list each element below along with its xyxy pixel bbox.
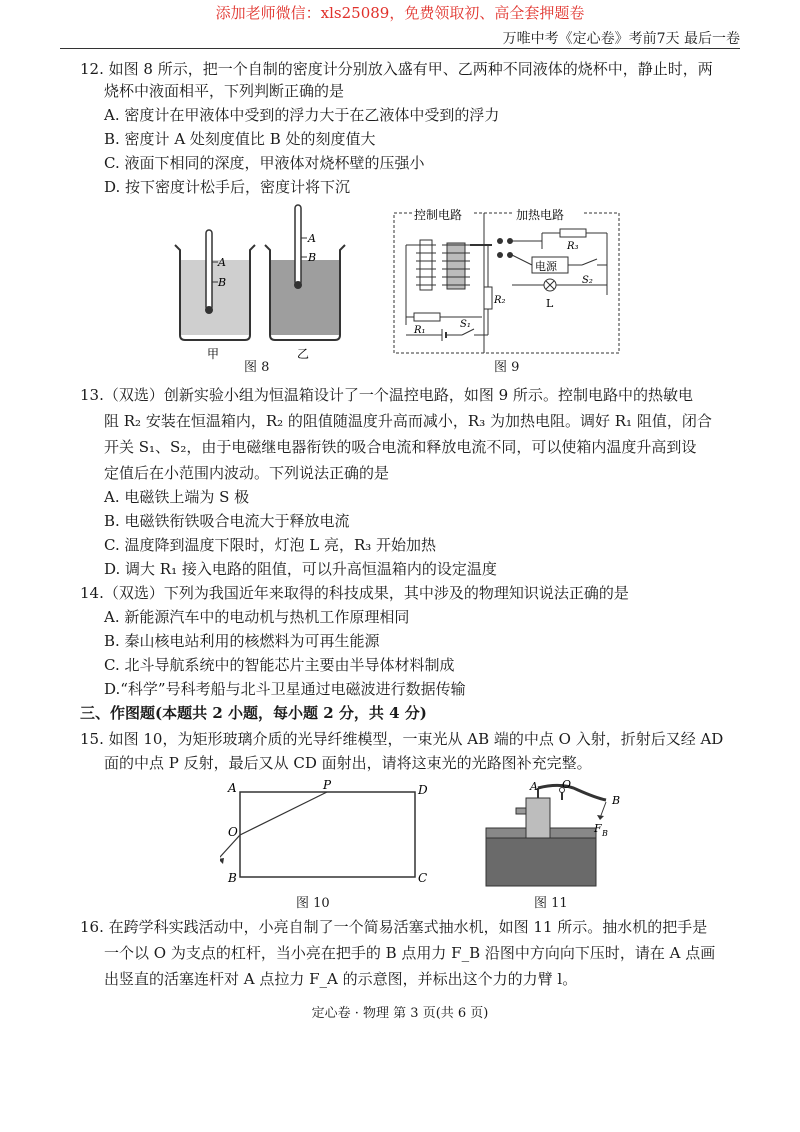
- q13-line1: 13.（双选）创新实验小组为恒温箱设计了一个温控电路，如图 9 所示。控制电路中的热敏电: [80, 386, 693, 404]
- fig9-r3: R₃: [567, 241, 579, 252]
- rectangle-abcd: [240, 792, 415, 877]
- running-header: 万唯中考《定心卷》考前7天 最后一卷: [502, 31, 740, 47]
- q15-line2: 面的中点 P 反射，最后又从 CD 面射出，请将这束光的光路图补充完整。: [104, 754, 592, 772]
- fig10-label-b: B: [228, 871, 237, 885]
- fig11-label-f: F: [594, 822, 602, 835]
- fig8-caption: 图 8: [244, 360, 270, 375]
- relay-contacts: [497, 238, 513, 258]
- figure-11-pump: [478, 780, 648, 890]
- q12-option-a: A. 密度计在甲液体中受到的浮力大于在乙液体中受到的浮力: [104, 106, 500, 124]
- fig8-label-yi: 乙: [297, 347, 310, 361]
- fig9-r1: R₁: [414, 325, 426, 336]
- fig8-label-jia: 甲: [207, 347, 220, 361]
- q12-line1: 12. 如图 8 所示，把一个自制的密度计分别放入盛有甲、乙两种不同液体的烧杯中，静止时，两: [80, 60, 713, 78]
- fig9-control-label: 控制电路: [414, 208, 463, 222]
- q13-option-c: C. 温度降到温度下限时，灯泡 L 亮，R₃ 开始加热: [104, 536, 437, 554]
- fig10-label-p: P: [323, 780, 332, 792]
- page-footer: 定心卷 · 物理 第 3 页(共 6 页): [311, 1006, 489, 1021]
- q14-option-c: C. 北斗导航系统中的智能芯片主要由半导体材料制成: [104, 656, 455, 674]
- q14-line1: 14.（双选）下列为我国近年来取得的科技成果，其中涉及的物理知识说法正确的是: [80, 584, 629, 602]
- figure-9-circuit: [392, 205, 624, 355]
- q13-line2: 阻 R₂ 安装在恒温箱内，R₂ 的阻值随温度升高而减小，R₃ 为加热电阻。调好 R₁ 阻值，闭合: [104, 412, 712, 430]
- q16-line2: 一个以 O 为支点的杠杆，当小亮在把手的 B 点用力 F_B 沿图中方向向下压时，请在 A 点画: [104, 944, 716, 962]
- fig8-mark-a2: A: [308, 232, 316, 245]
- fig9-caption: 图 9: [494, 360, 520, 375]
- fig11-caption: 图 11: [534, 896, 568, 911]
- q12-option-b: B. 密度计 A 处刻度值比 B 处的刻度值大: [104, 130, 376, 148]
- fig9-lamp: L: [546, 297, 554, 310]
- beaker-yi: [265, 205, 345, 340]
- q12-line2: 烧杯中液面相平，下列判断正确的是: [104, 82, 345, 100]
- q12-option-d: D. 按下密度计松手后，密度计将下沉: [104, 178, 351, 196]
- fig11-label-f-sub: B: [602, 829, 608, 838]
- fig8-mark-b2: B: [308, 251, 317, 264]
- fig10-label-a: A: [228, 781, 237, 795]
- fig9-r2: R₂: [494, 295, 506, 306]
- q13-line4: 定值后在小范围内波动。下列说法正确的是: [104, 464, 390, 482]
- fig9-power: 电源: [535, 260, 557, 273]
- q13-option-a: A. 电磁铁上端为 S 极: [104, 488, 250, 506]
- q16-line1: 16. 在跨学科实践活动中，小亮自制了一个简易活塞式抽水机，如图 11 所示。抽水机的把手是: [80, 918, 708, 936]
- fig8-mark-a1: A: [218, 256, 226, 269]
- electromagnet: [416, 240, 470, 290]
- fig9-heating-label: 加热电路: [516, 208, 565, 222]
- q14-option-b: B. 秦山核电站利用的核燃料为可再生能源: [104, 632, 380, 650]
- fig10-label-o: O: [228, 825, 238, 839]
- fig11-label-b: B: [612, 794, 621, 807]
- fig11-label-o: O: [562, 780, 572, 791]
- fig9-s2: S₂: [582, 275, 593, 286]
- section-3-heading: 三、作图题(本题共 2 小题，每小题 2 分，共 4 分): [80, 704, 427, 722]
- figure-10-fiber-model: [220, 780, 430, 890]
- fig9-s1: S₁: [460, 319, 471, 330]
- refracted-ray: [240, 792, 327, 835]
- figure-8-beakers: [170, 200, 370, 370]
- fig10-label-c: C: [418, 871, 428, 885]
- q14-option-a: A. 新能源汽车中的电动机与热机工作原理相同: [104, 608, 410, 626]
- header-rule: [60, 48, 740, 49]
- fig8-mark-b1: B: [218, 276, 227, 289]
- q13-option-b: B. 电磁铁衔铁吸合电流大于释放电流: [104, 512, 350, 530]
- fig11-label-a: A: [530, 780, 538, 793]
- q13-line3: 开关 S₁、S₂，由于电磁继电器衔铁的吸合电流和释放电流不同，可以使箱内温度升高到设: [104, 438, 697, 456]
- fig10-caption: 图 10: [296, 896, 330, 911]
- watermark: 添加老师微信：xls25089，免费领取初、高全套押题卷: [215, 4, 585, 22]
- beaker-jia: [175, 230, 255, 340]
- q14-option-d: D.“科学”号科考船与北斗卫星通过电磁波进行数据传输: [104, 680, 466, 698]
- q13-option-d: D. 调大 R₁ 接入电路的阻值，可以升高恒温箱内的设定温度: [104, 560, 497, 578]
- q15-line1: 15. 如图 10，为矩形玻璃介质的光导纤维模型，一束光从 AB 端的中点 O 入射，折射后又经 AD: [80, 730, 724, 748]
- q12-option-c: C. 液面下相同的深度，甲液体对烧杯壁的压强小: [104, 154, 425, 172]
- ray-arrow: [220, 858, 224, 864]
- q16-line3: 出竖直的活塞连杆对 A 点拉力 F_A 的示意图，并标出这个力的力臂 l。: [104, 970, 578, 988]
- fig10-label-d: D: [418, 783, 428, 797]
- pump-cylinder: [526, 798, 550, 838]
